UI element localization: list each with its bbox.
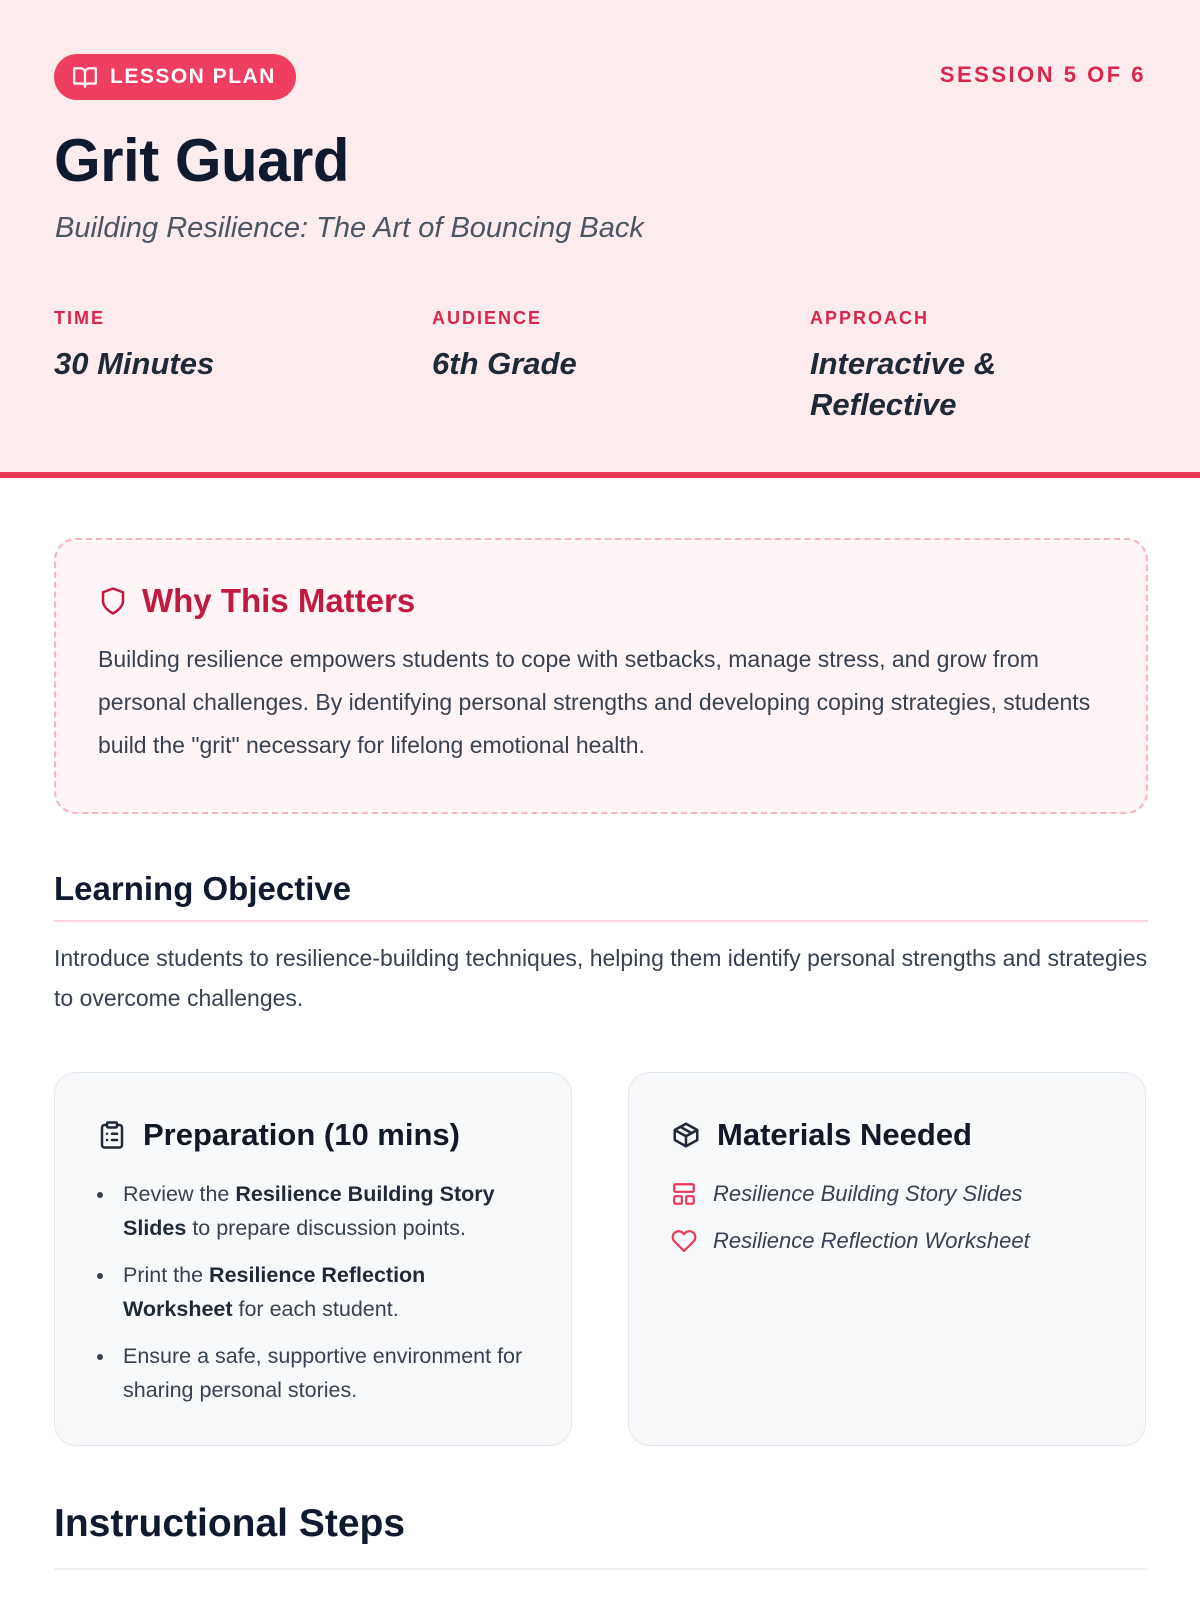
item-text: for each student.	[232, 1297, 399, 1321]
section-divider	[54, 1568, 1148, 1570]
book-open-icon	[72, 64, 98, 90]
why-this-matters-box	[54, 538, 1148, 814]
lesson-header	[0, 0, 1200, 478]
item-emphasis: Resilience Building Story Slides	[123, 1182, 495, 1240]
list-item	[97, 1258, 531, 1326]
section-divider	[54, 920, 1148, 922]
lesson-plan-badge	[54, 54, 296, 100]
page-title: Grit Guard	[54, 127, 350, 194]
learning-objective-text: Introduce students to resilience-building techniques, helping them identify personal strengths and strategies to overcome challenges.	[54, 945, 1148, 1011]
meta-value: 6th Grade	[432, 346, 577, 381]
meta-value: Interactive & Reflective	[810, 346, 997, 422]
instructional-steps-heading: Instructional Steps	[54, 1502, 406, 1545]
material-label: Resilience Building Story Slides	[713, 1181, 1023, 1206]
preparation-card	[54, 1072, 572, 1446]
preparation-header	[97, 1117, 531, 1153]
meta-label: TIME	[54, 308, 105, 328]
shield-icon	[98, 586, 128, 616]
materials-list	[671, 1177, 1105, 1258]
list-item	[97, 1339, 531, 1407]
item-text: Review the	[123, 1182, 236, 1206]
meta-approach	[810, 308, 1070, 425]
meta-label: AUDIENCE	[432, 308, 543, 328]
session-indicator: SESSION 5 OF 6	[939, 62, 1146, 87]
learning-objective-heading: Learning Objective	[54, 870, 352, 907]
meta-time	[54, 308, 374, 384]
layout-icon	[671, 1181, 697, 1207]
item-emphasis: Resilience Reflection Worksheet	[123, 1263, 426, 1321]
meta-value: 30 Minutes	[54, 346, 215, 381]
material-label: Resilience Reflection Worksheet	[713, 1228, 1030, 1253]
badge-label: LESSON PLAN	[110, 65, 276, 88]
preparation-title: Preparation (10 mins)	[143, 1117, 460, 1152]
why-header	[98, 582, 1104, 620]
materials-title: Materials Needed	[717, 1117, 972, 1152]
package-icon	[671, 1120, 701, 1150]
list-item	[671, 1177, 1105, 1211]
materials-card	[628, 1072, 1146, 1446]
meta-label: APPROACH	[810, 308, 930, 328]
list-item	[97, 1177, 531, 1245]
list-item	[671, 1224, 1105, 1258]
why-text: Building resilience empowers students to cope with setbacks, manage stress, and grow from personal challenges. By identifying personal strengths and developing coping strategies, students build the "grit" necessary for lifelong emotional health.	[98, 646, 1091, 758]
clipboard-list-icon	[97, 1120, 127, 1150]
item-text: Ensure a safe, supportive environment for sharing personal stories.	[123, 1344, 523, 1402]
item-text: Print the	[123, 1263, 210, 1287]
materials-header	[671, 1117, 1105, 1153]
meta-audience	[432, 308, 752, 384]
preparation-list	[97, 1177, 531, 1407]
page-subtitle: Building Resilience: The Art of Bouncing Back	[55, 212, 644, 244]
heart-icon	[671, 1228, 697, 1254]
why-title: Why This Matters	[142, 582, 416, 619]
item-text: to prepare discussion points.	[186, 1216, 467, 1240]
